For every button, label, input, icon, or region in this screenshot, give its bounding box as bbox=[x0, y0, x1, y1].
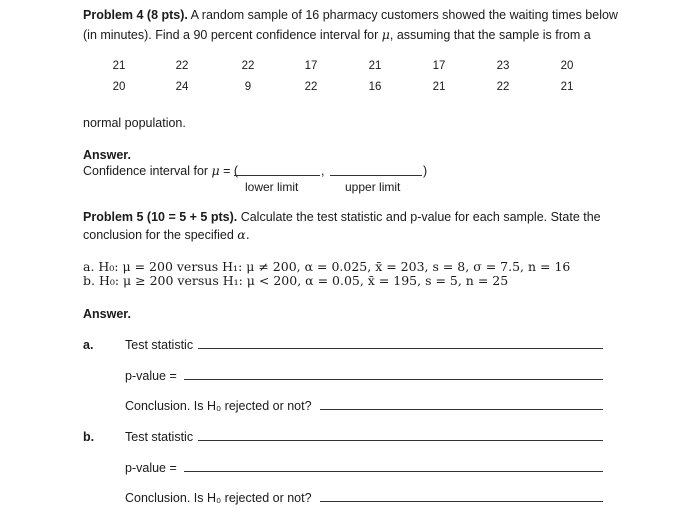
ci-label: Confidence interval for μ = ( bbox=[83, 163, 239, 178]
waiting-time-value: 9 bbox=[244, 81, 252, 93]
problem5-line2: conclusion for the specified α. bbox=[83, 227, 250, 242]
waiting-time-value: 20 bbox=[560, 60, 574, 72]
ci-lower-blank[interactable] bbox=[234, 175, 320, 176]
part-a-conclusion-label: Conclusion. Is H₀ rejected or not? bbox=[125, 399, 312, 413]
problem4-line1 bbox=[83, 5, 618, 25]
part-a-pvalue-label: p-value = bbox=[125, 369, 177, 383]
problem5-text-line1: Calculate the test statistic and p-value for each sample. State the bbox=[237, 210, 601, 224]
waiting-time-value: 22 bbox=[241, 60, 255, 72]
mu-symbol: μ bbox=[381, 27, 390, 42]
part-b-pvalue-blank[interactable] bbox=[184, 471, 603, 472]
alpha-symbol: α. bbox=[237, 227, 250, 242]
waiting-time-value: 24 bbox=[175, 81, 189, 93]
part-b-conclusion-blank[interactable] bbox=[320, 501, 603, 502]
problem4-text-line2b: , assuming that the sample is from a bbox=[389, 28, 591, 42]
part-b-conclusion-label: Conclusion. Is H₀ rejected or not? bbox=[125, 491, 312, 505]
waiting-time-value: 22 bbox=[304, 81, 318, 93]
problem5-answer-label: Answer. bbox=[83, 307, 131, 321]
waiting-time-value: 22 bbox=[496, 81, 510, 93]
problem4-tail: normal population. bbox=[83, 116, 186, 130]
ci-comma: , bbox=[321, 164, 325, 178]
part-b-label: b. bbox=[83, 430, 95, 444]
waiting-time-value: 22 bbox=[175, 60, 189, 72]
ci-close-paren: ) bbox=[423, 164, 428, 178]
problem4-answer-label: Answer. bbox=[83, 148, 131, 162]
part-a-test-statistic-blank[interactable] bbox=[198, 348, 603, 349]
problem4-text-line2a: (in minutes). Find a 90 percent confidence interval for bbox=[83, 28, 382, 42]
part-a-label: a. bbox=[83, 338, 94, 352]
part-b-test-statistic-blank[interactable] bbox=[198, 440, 603, 441]
lower-limit-label: lower limit bbox=[245, 180, 299, 194]
part-b-test-statistic-label: Test statistic bbox=[125, 430, 194, 444]
waiting-time-value: 21 bbox=[560, 81, 574, 93]
part-b-pvalue-label: p-value = bbox=[125, 461, 177, 475]
waiting-time-value: 16 bbox=[368, 81, 382, 93]
waiting-time-value: 21 bbox=[432, 81, 446, 93]
waiting-time-value: 17 bbox=[432, 60, 446, 72]
waiting-time-value: 23 bbox=[496, 60, 510, 72]
problem4-line2 bbox=[83, 25, 591, 45]
part-a-test-statistic-label: Test statistic bbox=[125, 338, 194, 352]
part-a-pvalue-blank[interactable] bbox=[184, 379, 603, 380]
waiting-time-value: 17 bbox=[304, 60, 318, 72]
problem5-line1 bbox=[83, 207, 601, 227]
part-a-conclusion-blank[interactable] bbox=[320, 409, 603, 410]
waiting-time-value: 21 bbox=[368, 60, 382, 72]
ci-upper-blank[interactable] bbox=[330, 175, 422, 176]
problem4-text-line1: A random sample of 16 pharmacy customers showed the waiting times below bbox=[187, 8, 618, 22]
problem4-heading: Problem 4 (8 pts). bbox=[83, 8, 188, 22]
problem5-item-b: b. H₀: μ ≥ 200 versus H₁: μ < 200, α = 0.05, x̄ = 195, s = 5, n = 25 bbox=[83, 273, 509, 288]
waiting-time-value: 21 bbox=[112, 60, 126, 72]
problem5-item-a: a. H₀: μ = 200 versus H₁: μ ≠ 200, α = 0.025, x̄ = 203, s = 8, σ = 7.5, n = 16 bbox=[83, 259, 571, 274]
problem5-heading: Problem 5 (10 = 5 + 5 pts). bbox=[83, 210, 238, 224]
upper-limit-label: upper limit bbox=[345, 180, 401, 194]
waiting-time-value: 20 bbox=[112, 81, 126, 93]
